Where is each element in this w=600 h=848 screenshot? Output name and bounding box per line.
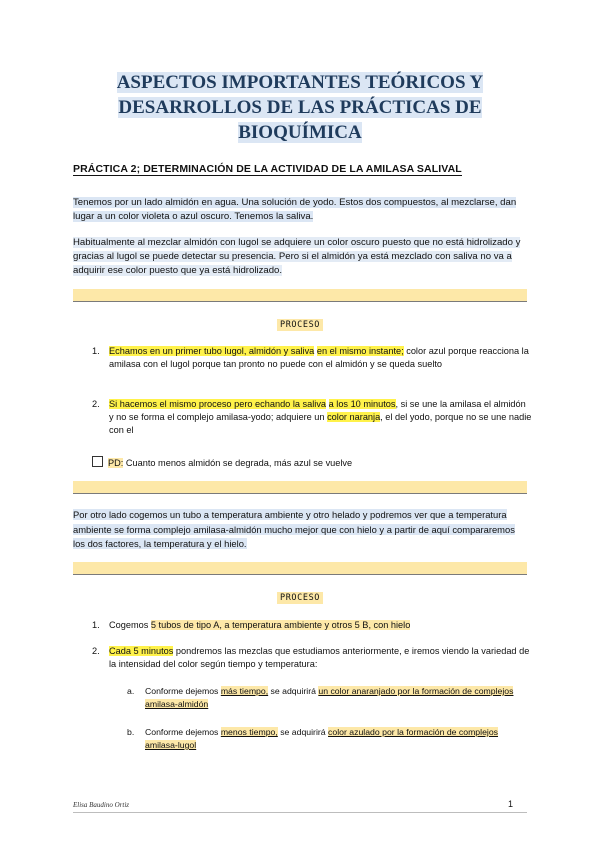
section2-item-2 (92, 645, 532, 671)
section2-item-1 (92, 619, 532, 632)
item-body (109, 645, 532, 671)
footer-author: Elisa Baudino Ortiz (73, 801, 130, 809)
item-number: 1. (92, 346, 100, 356)
section1-heading-text: PROCESO (277, 319, 323, 331)
section2-sub-item-a (127, 685, 532, 711)
intro-p2-text: Habitualmente al mezclar almidón con lugol se adquiere un color oscuro puesto que no está hidrolizado y gracias al lugol se puede detectar su presencia. Pero si el almidón ya está mezclado con saliva no va a adquirir ese color puesto que ya está hidrolizado. (73, 237, 521, 276)
sub-item-highlight: color azulado por la formación de complejos amilasa-lugol (145, 727, 499, 750)
item-body (109, 398, 532, 437)
item-highlight: Cada 5 minutos (109, 646, 174, 656)
footer-page-number: 1 (508, 799, 514, 809)
separator-3 (73, 562, 527, 575)
section2-heading-text: PROCESO (277, 592, 323, 604)
item-highlight: a los 10 minutos (328, 399, 396, 409)
section1-item-2 (92, 398, 532, 437)
item-highlight: Echamos en un primer tubo lugol, almidón y saliva (109, 346, 315, 356)
sub-item-letter: b. (127, 727, 135, 737)
title-line-2: DESARROLLOS DE LAS PRÁCTICAS DE (118, 97, 482, 118)
sub-item-text: Conforme dejemos (145, 727, 221, 737)
sub-item-body (145, 685, 532, 711)
item-number: 1. (92, 620, 100, 630)
section1-heading (0, 320, 600, 330)
item-highlight: en el mismo instante; (316, 346, 404, 356)
section2-sub-item-b (127, 726, 532, 752)
note-label: PD: (108, 458, 124, 468)
item-highlight: Si hacemos el mismo proceso pero echando la saliva (109, 399, 327, 409)
checkbox[interactable] (92, 456, 103, 467)
sub-item-text: se adquirirá (268, 686, 319, 696)
item-text: , si se une la amilasa el almidón y no se forma el complejo amilasa-yodo; adquiere un (109, 399, 526, 422)
intro-p1-text: Tenemos por un lado almidón en agua. Una solución de yodo. Estos dos compuestos, al mezclarse, dan lugar a un color violeta o azul oscuro. Tenemos la saliva. (73, 197, 517, 222)
item-highlight: 5 tubos de tipo A, a temperatura ambiente y otros 5 B, con hielo (150, 620, 411, 630)
title-line-3: BIOQUÍMICA (238, 122, 362, 143)
item-text: , el del yodo, porque no se une nadie con el (109, 412, 532, 435)
item-number: 2. (92, 399, 100, 409)
footer-divider (73, 812, 527, 813)
item-body (109, 345, 532, 371)
section1-item-1 (92, 345, 532, 371)
intro-paragraph-1 (73, 196, 529, 224)
sub-item-highlight: más tiempo, (220, 686, 269, 696)
separator-1 (73, 289, 527, 302)
middle-paragraph (73, 508, 529, 552)
sub-item-highlight: menos tiempo, (220, 727, 278, 737)
sub-item-letter: a. (127, 686, 135, 696)
title-line-1: ASPECTOS IMPORTANTES TEÓRICOS Y (116, 72, 484, 93)
subtitle-text: PRÁCTICA 2; DETERMINACIÓN DE LA ACTIVIDAD DE LA AMILASA SALIVAL (73, 163, 462, 175)
item-text: color azul porque reacciona la amilasa con el lugol porque tan pronto no puede con el almidón y se queda suelto (109, 346, 529, 369)
item-highlight: color naranja (327, 412, 381, 422)
intro-paragraph-2 (73, 236, 529, 278)
item-text: Cogemos (109, 620, 151, 630)
sub-item-body (145, 726, 532, 752)
separator-2 (73, 481, 527, 494)
practice-subtitle (73, 163, 462, 175)
note-text: Cuanto menos almidón se degrada, más azul se vuelve (123, 458, 353, 468)
sub-item-text: se adquirirá (277, 727, 329, 737)
middle-paragraph-text: Por otro lado cogemos un tubo a temperatura ambiente y otro helado y podremos ver que a temperatura ambiente se forma complejo amilasa-almidón mucho mejor que con hielo y a partir de aquí compararemos los dos factores, la temperatura y el hielo. (73, 509, 515, 549)
sub-item-text: Conforme dejemos (145, 686, 221, 696)
item-text: pondremos las mezclas que estudiamos anteriormente, e iremos viendo la variedad de la intensidad del color según tiempo y temperatura: (109, 646, 530, 669)
note-pd (92, 456, 352, 470)
document-title (72, 70, 528, 145)
item-number: 2. (92, 646, 100, 656)
item-body (109, 619, 532, 632)
section2-heading (0, 593, 600, 603)
sub-item-highlight: un color anaranjado por la formación de complejos amilasa-almidón (145, 686, 514, 709)
